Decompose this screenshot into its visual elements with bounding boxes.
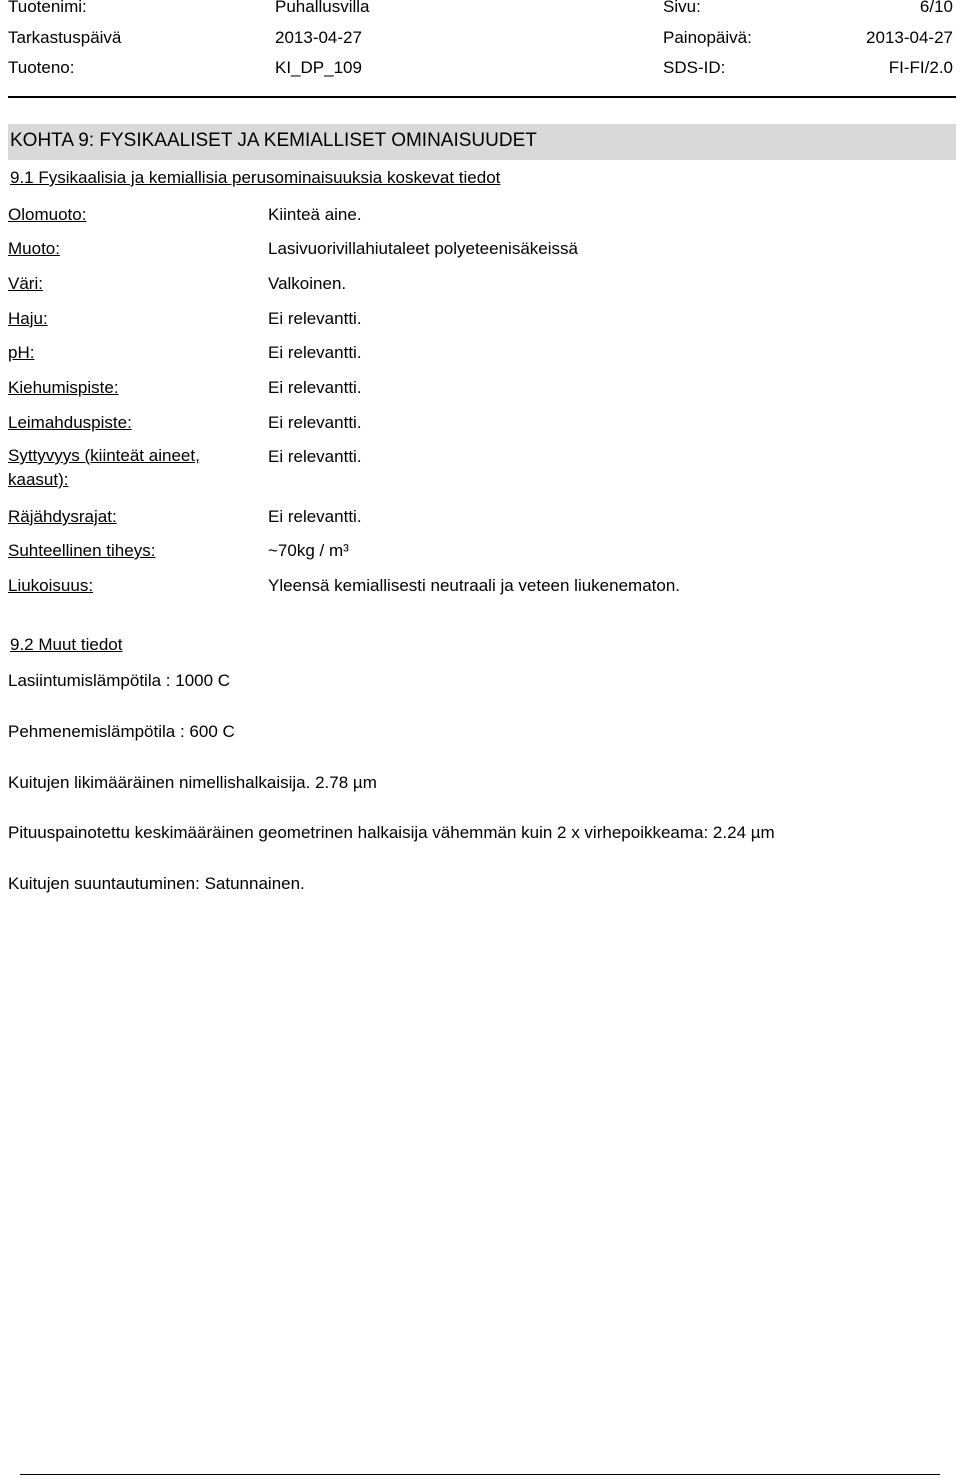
property-value: Lasivuorivillahiutaleet polyeteenisäkeissä (268, 239, 578, 258)
sds-id-label: SDS-ID: (663, 58, 726, 77)
property-label: pH: (8, 343, 35, 362)
other-info-line: Pituuspainotettu keskimääräinen geometrinen halkaisija vähemmän kuin 2 x virhepoikkeama: 2.24 µm (8, 823, 775, 842)
property-label: Haju: (8, 309, 48, 328)
header-row-product-number (0, 56, 960, 80)
header-divider (8, 96, 956, 98)
property-label: Räjähdysrajat: (8, 507, 117, 526)
footer-divider (20, 1474, 940, 1475)
revision-date-value: 2013-04-27 (275, 28, 362, 47)
property-value: Ei relevantti. (268, 447, 362, 466)
property-label: Suhteellinen tiheys: (8, 541, 156, 560)
page-value: 6/10 (919, 0, 953, 16)
product-number-label: Tuoteno: (8, 58, 75, 77)
subsection-title-basic-properties: 9.1 Fysikaalisia ja kemiallisia perusominaisuuksia koskevat tiedot (10, 168, 501, 187)
property-value: Valkoinen. (268, 274, 347, 293)
property-label: Liukoisuus: (8, 576, 94, 595)
other-info-line: Pehmenemislämpötila : 600 C (8, 722, 235, 741)
sds-id-value: FI-FI/2.0 (888, 58, 953, 77)
print-date-value: 2013-04-27 (866, 28, 953, 47)
property-value: Ei relevantti. (268, 413, 362, 432)
property-label: Syttyvyys (kiinteät aineet, kaasut): (8, 446, 200, 489)
property-label: Olomuoto: (8, 205, 87, 224)
product-name-value: Puhallusvilla (275, 0, 370, 16)
property-value: Ei relevantti. (268, 378, 362, 397)
other-info-line: Lasiintumislämpötila : 1000 C (8, 671, 231, 690)
property-value: Kiinteä aine. (268, 205, 362, 224)
product-name-label: Tuotenimi: (8, 0, 87, 16)
header-row-product-name (0, 0, 960, 19)
other-info-line: Kuitujen suuntautuminen: Satunnainen. (8, 874, 305, 893)
property-value: ~70kg / m³ (268, 541, 349, 560)
print-date-label: Painopäivä: (663, 28, 752, 47)
property-label: Väri: (8, 274, 43, 293)
property-label: Muoto: (8, 239, 60, 258)
property-value: Yleensä kemiallisesti neutraali ja veteen liukenematon. (268, 576, 681, 595)
page-label: Sivu: (663, 0, 701, 16)
property-value: Ei relevantti. (268, 309, 362, 328)
property-label: Kiehumispiste: (8, 378, 119, 397)
revision-date-label: Tarkastuspäivä (8, 28, 122, 47)
property-value: Ei relevantti. (268, 343, 362, 362)
property-label: Leimahduspiste: (8, 413, 132, 432)
header-row-revision-date (0, 26, 960, 50)
property-value: Ei relevantti. (268, 507, 362, 526)
other-info-line: Kuitujen likimääräinen nimellishalkaisija. 2.78 µm (8, 773, 377, 792)
subsection-title-other-info: 9.2 Muut tiedot (10, 635, 123, 654)
product-number-value: KI_DP_109 (275, 58, 362, 77)
section-title: KOHTA 9: FYSIKAALISET JA KEMIALLISET OMINAISUUDET (10, 130, 537, 151)
